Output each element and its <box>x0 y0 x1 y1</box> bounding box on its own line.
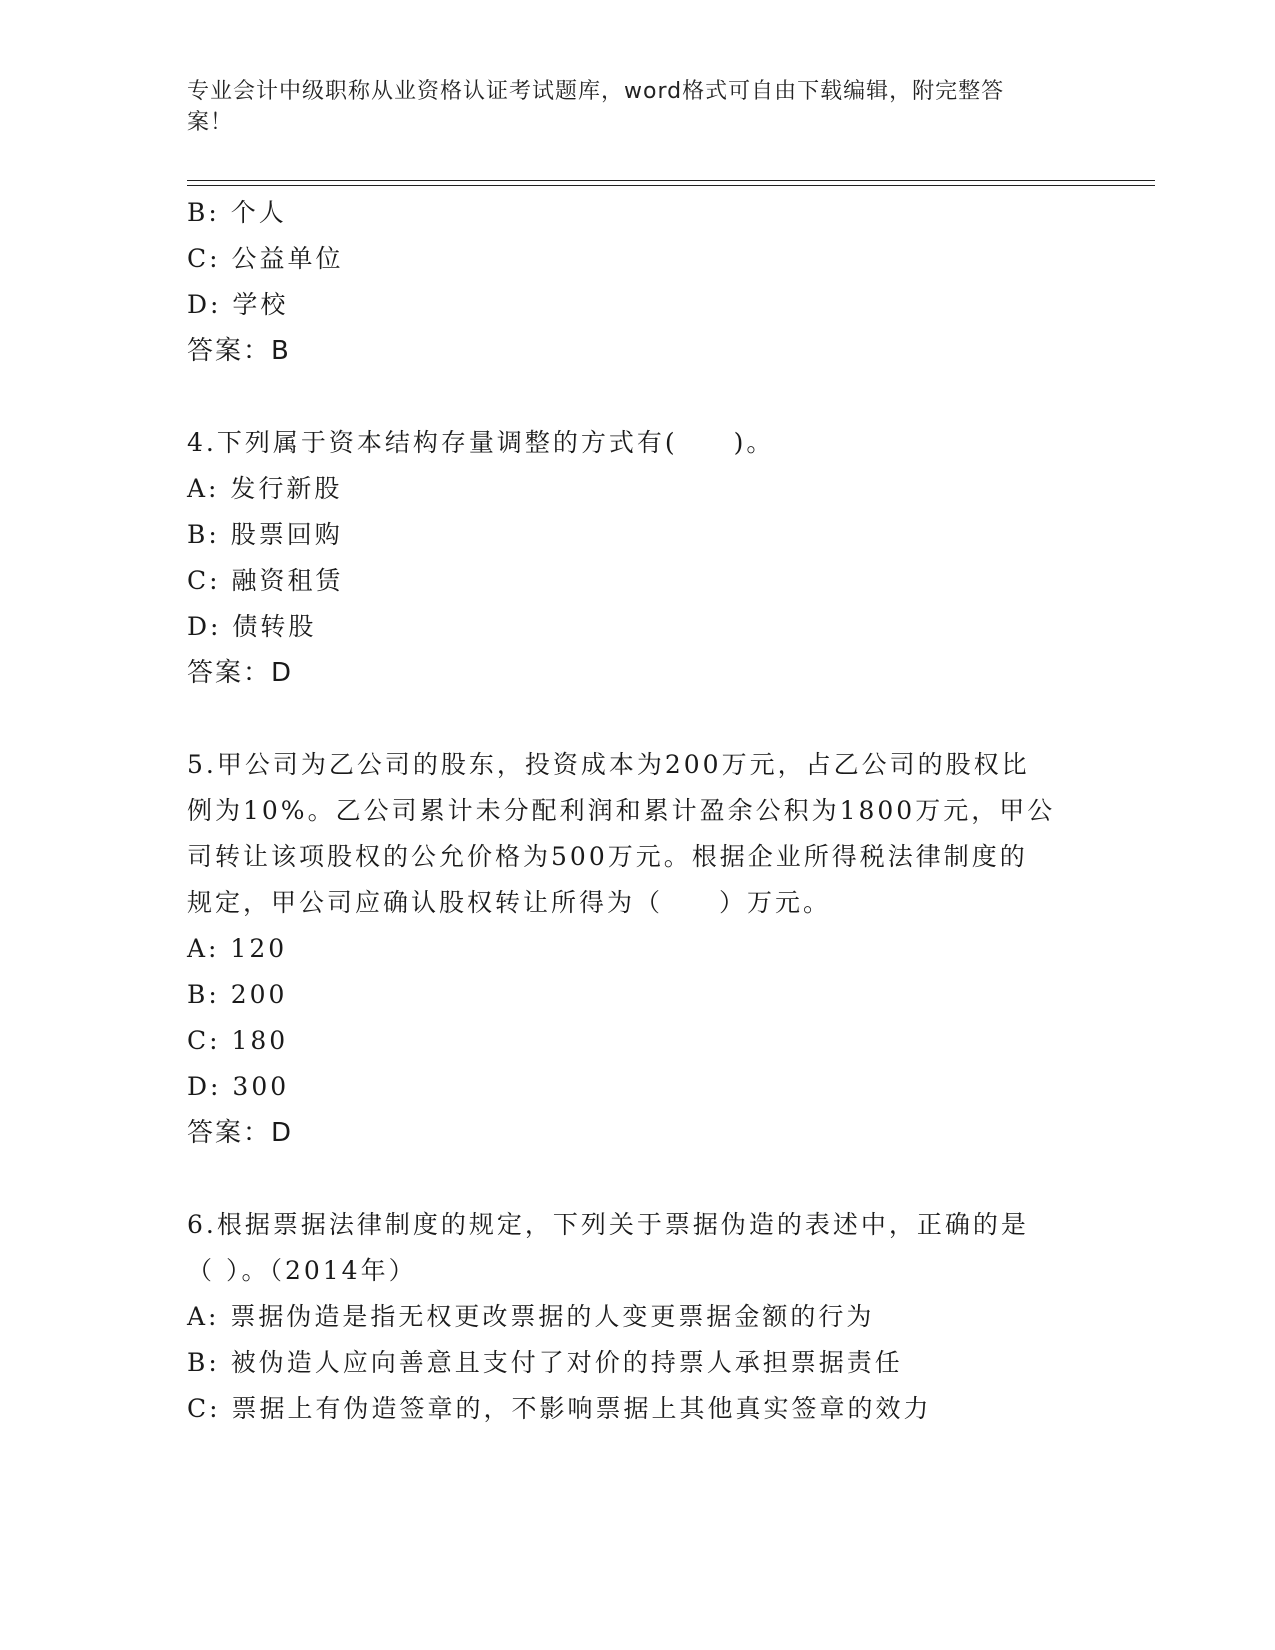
option-c: C: 融资租赁 <box>187 566 344 595</box>
answer: 答案：D <box>187 658 294 688</box>
answer: 答案：B <box>187 336 291 366</box>
option-b: B: 被伪造人应向善意且支付了对价的持票人承担票据责任 <box>187 1348 903 1377</box>
option-c: C: 公益单位 <box>187 244 344 273</box>
header-rule-top <box>187 180 1155 181</box>
question-5 <box>187 742 1067 1156</box>
stem-line: 4.下列属于资本结构存量调整的方式有( )。 <box>187 428 775 457</box>
stem-line: 司转让该项股权的公允价格为500万元。根据企业所得税法律制度的 <box>187 842 1028 871</box>
question-stem <box>187 1202 1067 1294</box>
option-d: D: 债转股 <box>187 612 317 641</box>
option-b: B: 200 <box>187 980 288 1009</box>
question-stem <box>187 420 1067 466</box>
stem-line: 6.根据票据法律制度的规定，下列关于票据伪造的表述中，正确的是 <box>187 1210 1029 1239</box>
page-header <box>187 76 1067 138</box>
stem-line: （ ）。（2014年） <box>187 1256 417 1285</box>
option-a: A: 发行新股 <box>187 474 343 503</box>
question-stem <box>187 742 1067 926</box>
question-6 <box>187 1202 1067 1432</box>
document-body <box>187 190 1067 1432</box>
question-3 <box>187 190 1067 374</box>
stem-line: 5.甲公司为乙公司的股东，投资成本为200万元，占乙公司的股权比 <box>187 750 1030 779</box>
answer: 答案：D <box>187 1118 294 1148</box>
option-b: B: 股票回购 <box>187 520 343 549</box>
header-rule-bottom <box>187 185 1155 186</box>
header-line-1: 专业会计中级职称从业资格认证考试题库，word格式可自由下载编辑，附完整答 <box>187 79 1005 104</box>
stem-line: 例为10%。乙公司累计未分配利润和累计盈余公积为1800万元，甲公 <box>187 796 1056 825</box>
option-c: C: 票据上有伪造签章的，不影响票据上其他真实签章的效力 <box>187 1394 932 1423</box>
option-a: A: 120 <box>187 934 288 963</box>
question-4 <box>187 420 1067 696</box>
stem-line: 规定，甲公司应确认股权转让所得为（ ）万元。 <box>187 888 832 917</box>
header-line-2: 案！ <box>187 110 234 135</box>
option-a: A: 票据伪造是指无权更改票据的人变更票据金额的行为 <box>187 1302 875 1331</box>
option-d: D: 300 <box>187 1072 290 1101</box>
option-c: C: 180 <box>187 1026 289 1055</box>
option-d: D: 学校 <box>187 290 289 319</box>
option-b: B: 个人 <box>187 198 287 227</box>
